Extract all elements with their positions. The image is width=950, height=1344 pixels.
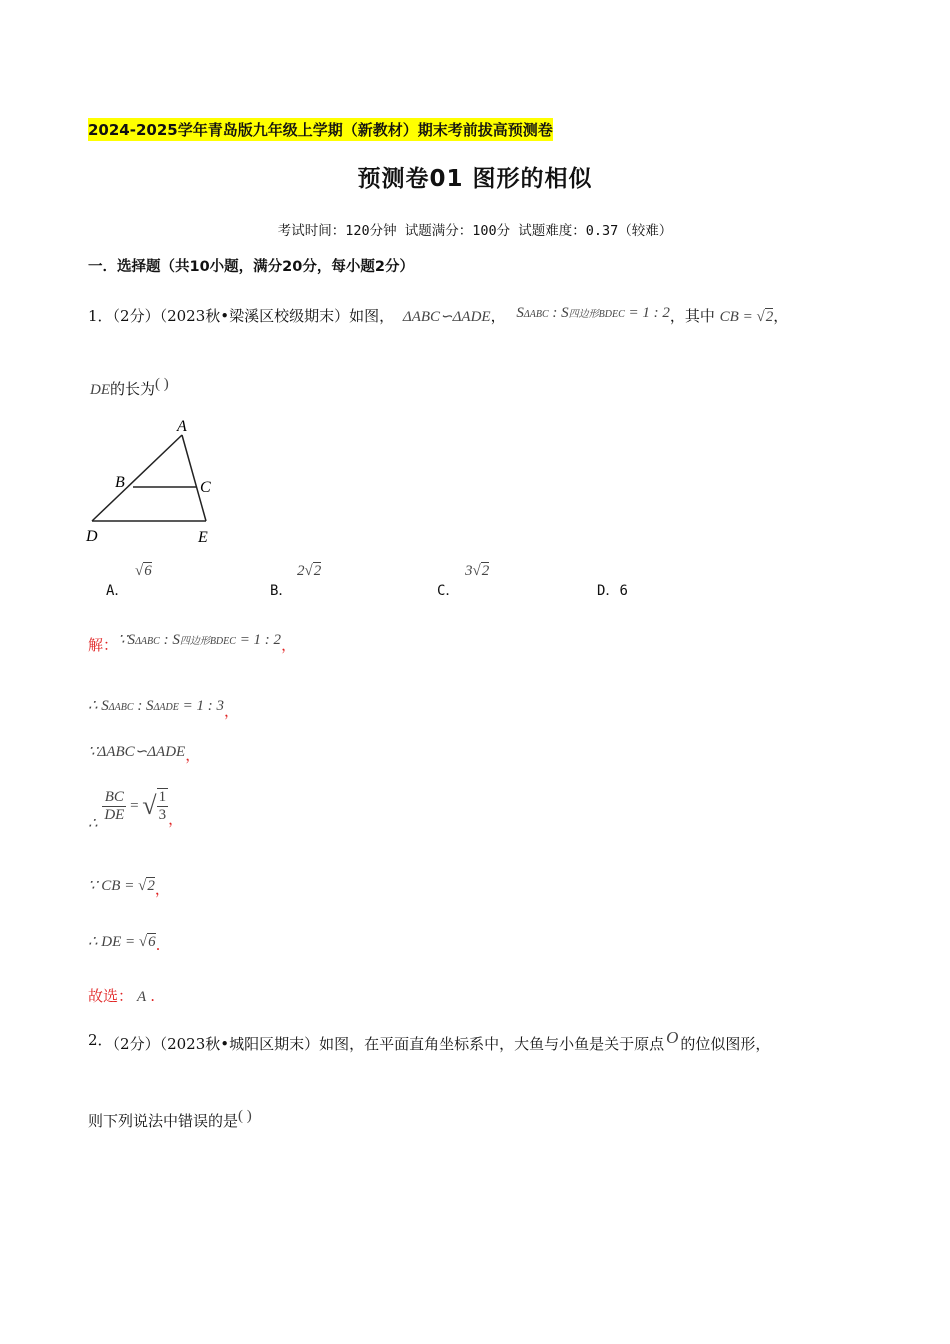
denominator: 3 [158,807,167,823]
punct: ， [185,746,201,764]
solution-line-4 [88,788,184,832]
question-text: （2分）（2023秋•城阳区期末）如图，在平面直角坐标系中，大鱼与小鱼是关于原点 [112,1035,665,1053]
solution-line-1 [88,634,296,655]
label-b: B [115,474,125,491]
solution-expr [88,698,224,714]
punct: ， [224,702,240,720]
radicand: 2 [481,563,490,579]
option-d[interactable] [597,580,628,600]
question-2-line2 [88,1110,252,1131]
punct: ， [168,810,184,828]
punct: . [150,987,155,1005]
question-prompt: 的长为 [110,380,156,398]
option-label: C． [437,583,460,599]
area-colon: : S [548,305,569,321]
cb-expr: CB = √2 [719,309,774,325]
therefore-symbol: ∴ [88,816,98,832]
question-prompt: 则下列说法中错误的是 [88,1112,239,1130]
numerator: BC [102,789,126,807]
cb-label: CB = [719,309,757,325]
expr-part: = 1 : 3 [178,698,224,714]
option-b-value: 2√2 [297,563,322,579]
label-d: D [86,528,98,545]
area-symbol: S [516,305,524,321]
similarity-expr: ΔABC∽ΔADE [402,309,491,325]
option-b[interactable] [270,580,292,600]
option-label: B． [270,583,293,599]
expr-part: = 1 : 2 [235,632,282,648]
equals: = [126,798,143,814]
question-number: 1． [88,307,113,325]
solution-expr: ∵ CB = √2 [88,878,155,894]
punct: ， [154,880,170,898]
solution-label: 解： [88,636,119,654]
end-punct: ， [773,307,789,325]
origin-symbol: O [666,1028,679,1047]
question-2-line1 [88,1028,771,1054]
answer-letter: A [137,989,147,1005]
line-ae [182,435,206,521]
solution-expr [118,632,281,648]
option-coef: 3 [465,563,473,579]
expr-subscript: 四边形BDEC [179,636,236,647]
solution-line-2 [88,694,240,720]
solution-answer [88,985,155,1006]
question-1-line1 [88,305,788,326]
area-subscript: ΔABC [523,309,549,320]
de-symbol: DE [90,382,110,398]
expr-part: : S [159,632,180,648]
option-a-value: √6 [135,563,152,579]
paper-title: 预测卷01 图形的相似 [357,166,593,192]
triangle-figure [80,414,230,549]
numerator: 1 [158,789,167,805]
expr-subscript: ΔABC [108,702,134,713]
denominator: DE [104,806,125,823]
expr-part: ∵ CB = [88,878,139,894]
exam-meta: 考试时间：120分钟 试题满分：100分 试题难度：0.37（较难） [277,223,673,239]
label-c: C [200,479,211,496]
expr-part: ∵S [118,632,136,648]
solution-line-3 [88,740,201,764]
option-label: A． [106,583,129,599]
option-value: 6 [619,583,628,599]
line-ad [92,435,182,521]
sqrt-symbol: √ [142,791,157,820]
label-a: A [177,418,187,435]
ratio-value: = 1 : 2 [624,305,670,321]
fraction-bc-de [102,789,126,824]
series-title: 2024-2025学年青岛版九年级上学期（新教材）期末考前拔高预测卷 [88,118,553,141]
option-c-value: 3√2 [465,563,490,579]
radicand: 6 [148,934,156,950]
punct: ， [281,636,297,654]
expr-subscript: ΔADE [153,702,179,713]
radicand: 2 [313,563,322,579]
question-text-end: 的位似图形， [680,1035,771,1053]
answer-blank: ( ) [155,376,169,392]
option-c[interactable] [437,580,459,600]
option-coef: 2 [297,563,305,579]
radicand: 2 [147,878,155,894]
area-ratio-expr [516,305,670,321]
comma: ， [490,307,506,325]
solution-expr: ∴ DE = √6 [88,934,156,950]
option-a[interactable] [106,580,128,600]
question-1-line2 [90,378,169,399]
radicand: 2 [765,309,774,325]
area-subscript: 四边形BDEC [568,309,625,320]
question-source: （2分）（2023秋•梁溪区校级期末）如图， [112,307,395,325]
section-heading: 一．选择题（共10小题，满分20分，每小题2分） [88,259,414,275]
expr-subscript: ΔABC [135,636,160,647]
label-e: E [198,529,208,546]
solution-expr: ∵ΔABC∽ΔADE [88,744,186,760]
mid-text: ，其中 [669,307,715,325]
solution-line-5 [88,874,170,898]
punct: . [155,936,161,954]
answer-label: 故选： [88,987,134,1005]
expr-part: ∴ DE = [88,934,139,950]
radicand: 6 [144,563,152,579]
option-label: D． [597,583,620,599]
fraction-sqrt [157,788,169,824]
question-number: 2． [88,1031,113,1049]
answer-blank: ( ) [238,1108,252,1124]
expr-part: ∴ S [88,698,109,714]
solution-line-6 [88,932,161,954]
expr-part: : S [133,698,154,714]
